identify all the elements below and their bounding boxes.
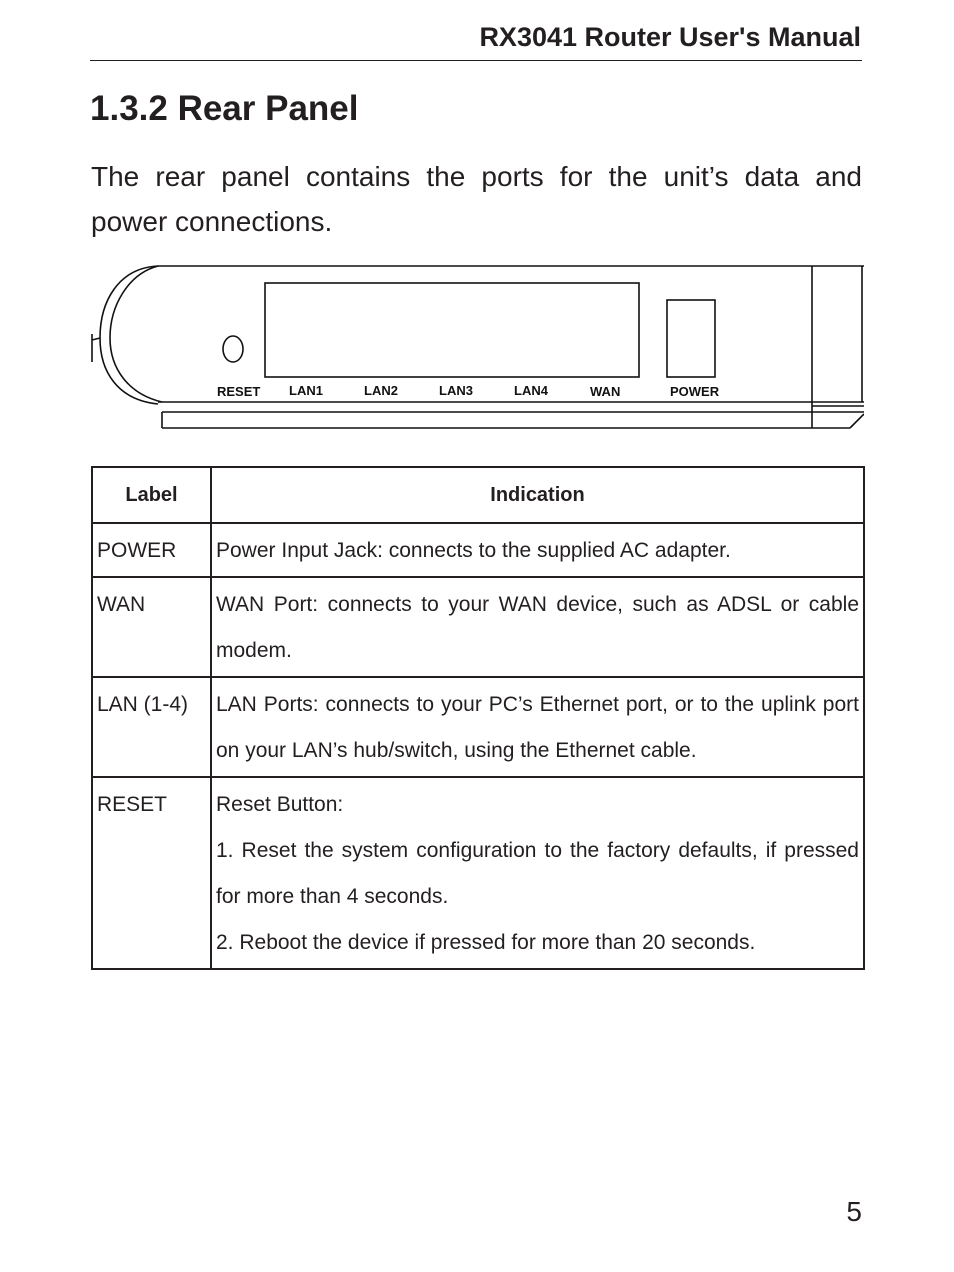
label-column-header: Label: [92, 467, 211, 523]
section-heading: 1.3.2 Rear Panel: [90, 89, 359, 128]
row-indication: [211, 523, 864, 577]
indication-line: Power Input Jack: connects to the supplied AC adapter.: [216, 539, 731, 562]
header-divider: [90, 60, 862, 61]
indication-line: 1. Reset the system configuration to the factory defaults, if pressed for more than 4 seconds.: [216, 839, 859, 908]
row-label: POWER: [92, 523, 211, 577]
page-number: 5: [846, 1196, 862, 1227]
table-row: [92, 523, 864, 577]
lan4-port-label: LAN4: [514, 383, 548, 398]
row-indication: [211, 777, 864, 969]
indication-line: LAN Ports: connects to your PC’s Ethernet port, or to the uplink port on your LAN’s hub/switch, using the Ethernet cable.: [216, 693, 859, 762]
power-port-label: POWER: [670, 384, 720, 399]
row-label: WAN: [92, 577, 211, 677]
manual-title: RX3041 Router User's Manual: [479, 22, 861, 52]
row-label: RESET: [92, 777, 211, 969]
table-header-row: [92, 467, 864, 523]
table-row: [92, 577, 864, 677]
row-label: LAN (1-4): [92, 677, 211, 777]
lan2-port-label: LAN2: [364, 383, 398, 398]
wan-port-label: WAN: [590, 384, 621, 399]
indication-column-header: Indication: [211, 467, 864, 523]
lan1-port-label: LAN1: [289, 383, 323, 398]
row-indication: [211, 677, 864, 777]
port-indication-table: [91, 466, 865, 970]
reset-port-label: RESET: [217, 384, 261, 399]
table-row: [92, 677, 864, 777]
indication-line: Reset Button:: [216, 793, 344, 816]
intro-paragraph: The rear panel contains the ports for the unit’s data and power connections.: [91, 161, 862, 237]
row-indication: [211, 577, 864, 677]
lan3-port-label: LAN3: [439, 383, 473, 398]
rear-panel-diagram: [88, 262, 864, 432]
indication-line: WAN Port: connects to your WAN device, such as ADSL or cable modem.: [216, 593, 859, 662]
table-row: [92, 777, 864, 969]
indication-line: 2. Reboot the device if pressed for more than 20 seconds.: [216, 931, 756, 954]
